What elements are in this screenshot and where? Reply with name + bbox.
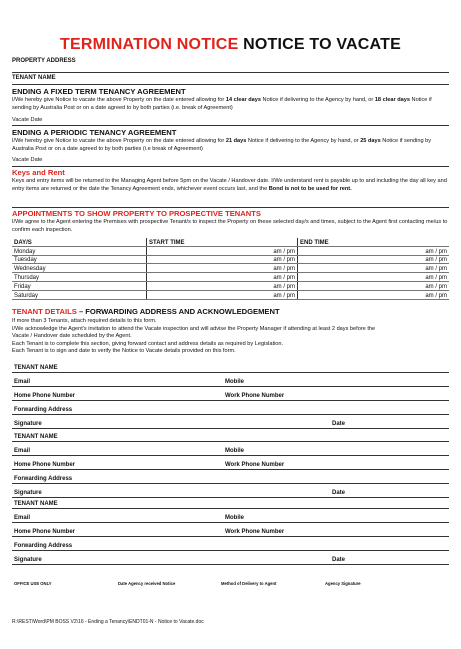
property-address-label: PROPERTY ADDRESS [12,58,76,64]
keys-divider [12,207,449,208]
col-day: DAY/S [12,238,147,246]
tenant-details-instructions: If more than 3 Tenants, attach required details to this form. I/We acknowledge the Agent's invitation to attend the Vacate inspection and will advise the Property Manager if attending at least 2 days before the Vacate / Handover date scheduled by the Agent. Each Tenant is to complete this section, giving forward contact and address details as required by Legislation. Each Tenant is to sign and date to verify the Notice to Vacate details provided on this form. [12,318,376,354]
end-time-cell[interactable]: am / pm [298,246,450,255]
tenant-1-signature-row[interactable]: Signature Date [12,417,449,429]
start-time-cell[interactable]: am / pm [147,273,298,282]
tenant-3-signature-row[interactable]: Signature Date [12,553,449,565]
tenant-1-name-row[interactable]: TENANT NAME [12,361,449,373]
tenant-details-heading: TENANT DETAILS – FORWARDING ADDRESS AND ACKNOWLEDGEMENT [12,307,280,316]
periodic-vacate-date-label: Vacate Date [12,157,43,163]
end-time-cell[interactable]: am / pm [298,290,450,299]
title-red: TERMINATION NOTICE [60,36,239,53]
end-time-cell[interactable]: am / pm [298,264,450,273]
file-path: R:\REST\Word\PM BOSS V2\16 - Ending a Tenancy\ENDT01-N - Notice to Vacate.doc [12,619,204,625]
tenant-2-signature-row[interactable]: Signature Date [12,486,449,498]
table-header-row [12,238,449,246]
delivery-method-label: Method of Delivery to Agent [221,581,277,586]
periodic-text: I/We hereby give Notice to vacate the above Property on the date entered allowing for 21 days Notice if delivering to the Agency by hand, or 25 days Notice if sending by Australia Post or on a date agreed to by both parties (i.e break of Agreement) [12,138,432,152]
tenant-2-email-mobile-row[interactable]: Email Mobile [12,444,449,456]
tenant-name-label: TENANT NAME [12,75,56,81]
start-time-cell[interactable]: am / pm [147,281,298,290]
day-label: Monday [12,246,147,255]
date-received-label: Date Agency received Notice [118,581,176,586]
tenant-2-phone-row[interactable]: Home Phone Number Work Phone Number [12,458,449,470]
tenant-3-email-mobile-row[interactable]: Email Mobile [12,511,449,523]
tenant-1-email-mobile-row[interactable]: Email Mobile [12,375,449,387]
table-row[interactable] [12,255,449,264]
start-time-cell[interactable]: am / pm [147,264,298,273]
keys-rent-text: Keys and entry items will be returned to the Managing Agent before 5pm on the Vacate / Handover date. I/We understand rent is payable up to and including the day all key and entry items are returned or the date the Tenancy Agreement ends, whichever event occurs last, and the Bond is not to be used for rent. [12,178,447,192]
table-row[interactable] [12,290,449,299]
fixed-term-text: I/We hereby give Notice to vacate the above Property on the date entered allowing for 14 clear days Notice if delivering to the Agency by hand, or 18 clear days Notice if sending by Australia Post or on a date agreed to by both parties (i.e. break of Agreement) [12,97,432,111]
end-time-cell[interactable]: am / pm [298,273,450,282]
day-label: Saturday [12,290,147,299]
col-start: START TIME [147,238,298,246]
tenant-3-forwarding-row[interactable]: Forwarding Address [12,539,449,551]
day-label: Tuesday [12,255,147,264]
day-label: Wednesday [12,264,147,273]
end-time-cell[interactable]: am / pm [298,281,450,290]
keys-rent-heading: Keys and Rent [12,168,65,177]
table-row[interactable] [12,273,449,282]
fixed-vacate-date-label: Vacate Date [12,117,43,123]
office-use-label: OFFICE USE ONLY [14,581,52,586]
col-end: END TIME [298,238,450,246]
agency-signature-label: Agency Signature [325,581,361,586]
end-time-cell[interactable]: am / pm [298,255,450,264]
start-time-cell[interactable]: am / pm [147,246,298,255]
table-row[interactable] [12,246,449,255]
tenant-name-field[interactable] [12,84,449,85]
appointments-text: I/We agree to the Agent entering the Premises with prospective Tenant/s to inspect the Property on these selected day/s and times, subject to the Agent first contacting me/us to confirm each inspection. [12,219,448,233]
table-row[interactable] [12,264,449,273]
tenant-3-name-row[interactable]: TENANT NAME [12,497,449,509]
fixed-vacate-date-field[interactable] [12,125,449,126]
tenant-2-name-row[interactable]: TENANT NAME [12,430,449,442]
start-time-cell[interactable]: am / pm [147,255,298,264]
periodic-vacate-date-field[interactable] [12,166,449,167]
tenant-3-phone-row[interactable]: Home Phone Number Work Phone Number [12,525,449,537]
tenant-1-phone-row[interactable]: Home Phone Number Work Phone Number [12,389,449,401]
start-time-cell[interactable]: am / pm [147,290,298,299]
inspection-times-table [12,238,449,300]
day-label: Friday [12,281,147,290]
tenant-2-forwarding-row[interactable]: Forwarding Address [12,472,449,484]
day-label: Thursday [12,273,147,282]
fixed-term-heading: ENDING A FIXED TERM TENANCY AGREEMENT [12,87,186,96]
tenant-1-forwarding-row[interactable]: Forwarding Address [12,403,449,415]
appointments-heading: APPOINTMENTS TO SHOW PROPERTY TO PROSPECTIVE TENANTS [12,209,261,218]
periodic-heading: ENDING A PERIODIC TENANCY AGREEMENT [12,128,177,137]
page-title [0,36,461,54]
property-address-field[interactable] [12,72,449,73]
table-row[interactable] [12,281,449,290]
title-black: NOTICE TO VACATE [243,36,401,53]
